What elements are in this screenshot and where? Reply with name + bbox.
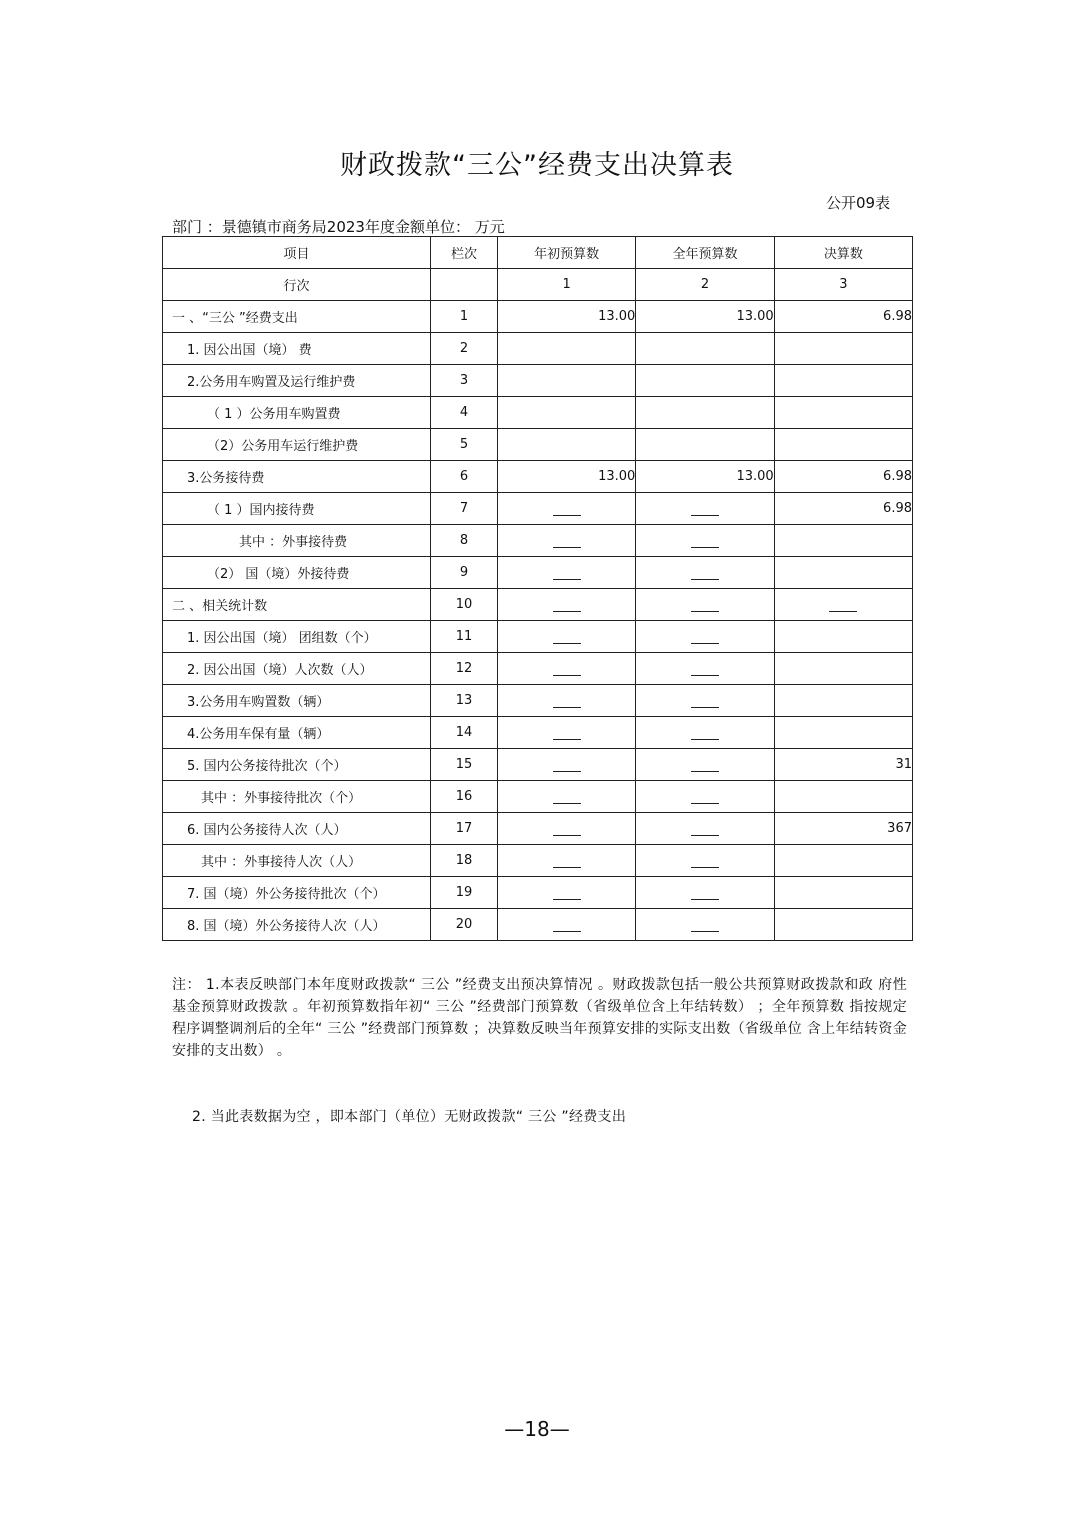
dash-placeholder <box>553 547 581 548</box>
row-value-2 <box>636 429 774 461</box>
row-label: 3.公务用车购置数（辆） <box>163 685 431 717</box>
dash-placeholder <box>691 835 719 836</box>
table-row <box>163 525 913 557</box>
row-value-3 <box>774 589 912 621</box>
table-row <box>163 589 913 621</box>
row-value-2 <box>636 589 774 621</box>
dash-placeholder <box>553 867 581 868</box>
row-value-1 <box>498 621 636 653</box>
row-value-1: 13.00 <box>498 461 636 493</box>
dash-placeholder <box>691 867 719 868</box>
row-value-3 <box>774 621 912 653</box>
table-row <box>163 845 913 877</box>
row-label: 8. 国（境）外公务接待人次（人） <box>163 909 431 941</box>
table-row <box>163 685 913 717</box>
row-value-1 <box>498 685 636 717</box>
row-value-2 <box>636 845 774 877</box>
row-value-2 <box>636 557 774 589</box>
form-number: 公开09表 <box>826 194 891 212</box>
row-value-2 <box>636 653 774 685</box>
row-value-1 <box>498 749 636 781</box>
row-value-1 <box>498 365 636 397</box>
subheader-line <box>431 269 498 301</box>
row-value-2 <box>636 621 774 653</box>
dash-placeholder <box>553 931 581 932</box>
page-title: 财政拨款“三公”经费支出决算表 <box>340 150 734 181</box>
row-value-2 <box>636 685 774 717</box>
row-value-3 <box>774 525 912 557</box>
row-value-1: 13.00 <box>498 301 636 333</box>
row-label: 1. 因公出国（境） 团组数（个） <box>163 621 431 653</box>
row-line: 7 <box>431 493 498 525</box>
dash-placeholder <box>553 643 581 644</box>
row-label: 其中 ：外事接待费 <box>163 525 431 557</box>
table-row <box>163 429 913 461</box>
row-line: 18 <box>431 845 498 877</box>
subheader-item: 行次 <box>163 269 431 301</box>
table-row <box>163 461 913 493</box>
table-row <box>163 717 913 749</box>
row-line: 15 <box>431 749 498 781</box>
row-line: 16 <box>431 781 498 813</box>
row-line: 4 <box>431 397 498 429</box>
row-line: 3 <box>431 365 498 397</box>
row-value-3 <box>774 653 912 685</box>
table-row <box>163 333 913 365</box>
table-row <box>163 781 913 813</box>
page-number: —18— <box>504 1417 570 1441</box>
row-value-3 <box>774 557 912 589</box>
subheader-col3: 3 <box>774 269 912 301</box>
dash-placeholder <box>553 611 581 612</box>
row-line: 14 <box>431 717 498 749</box>
row-line: 11 <box>431 621 498 653</box>
row-value-1 <box>498 525 636 557</box>
row-value-3: 6.98 <box>774 301 912 333</box>
table-row <box>163 813 913 845</box>
row-value-3 <box>774 781 912 813</box>
row-line: 19 <box>431 877 498 909</box>
dash-placeholder <box>553 515 581 516</box>
row-label: 6. 国内公务接待人次（人） <box>163 813 431 845</box>
row-value-2 <box>636 365 774 397</box>
row-line: 5 <box>431 429 498 461</box>
dash-placeholder <box>691 611 719 612</box>
row-label: （2） 国（境）外接待费 <box>163 557 431 589</box>
table-row <box>163 877 913 909</box>
row-line: 10 <box>431 589 498 621</box>
dash-placeholder <box>553 739 581 740</box>
table-row <box>163 653 913 685</box>
row-line: 20 <box>431 909 498 941</box>
dash-placeholder <box>691 579 719 580</box>
dash-placeholder <box>691 515 719 516</box>
row-line: 17 <box>431 813 498 845</box>
row-value-2 <box>636 493 774 525</box>
dash-placeholder <box>553 707 581 708</box>
row-value-2 <box>636 397 774 429</box>
row-label: 2. 因公出国（境）人次数（人） <box>163 653 431 685</box>
row-label: 5. 国内公务接待批次（个） <box>163 749 431 781</box>
row-value-3: 367 <box>774 813 912 845</box>
row-label: 2.公务用车购置及运行维护费 <box>163 365 431 397</box>
row-value-3 <box>774 333 912 365</box>
dash-placeholder <box>691 899 719 900</box>
row-value-3: 31 <box>774 749 912 781</box>
row-value-1 <box>498 589 636 621</box>
row-label: （ 1 ）公务用车购置费 <box>163 397 431 429</box>
row-line: 1 <box>431 301 498 333</box>
dash-placeholder <box>691 643 719 644</box>
row-line: 9 <box>431 557 498 589</box>
dash-placeholder <box>829 611 857 612</box>
row-label: 1. 因公出国（境） 费 <box>163 333 431 365</box>
row-value-1 <box>498 845 636 877</box>
subheader-col1: 1 <box>498 269 636 301</box>
row-value-3 <box>774 429 912 461</box>
row-value-3 <box>774 909 912 941</box>
department-line: 部门 ：景德镇市商务局2023年度金额单位： 万元 <box>172 218 505 236</box>
row-value-1 <box>498 333 636 365</box>
dash-placeholder <box>691 803 719 804</box>
row-label: 一 、“三公 ”经费支出 <box>163 301 431 333</box>
subheader-col2: 2 <box>636 269 774 301</box>
row-label: 4.公务用车保有量（辆） <box>163 717 431 749</box>
table-row <box>163 749 913 781</box>
row-value-2 <box>636 525 774 557</box>
row-value-3 <box>774 365 912 397</box>
header-item: 项目 <box>163 237 431 269</box>
dash-placeholder <box>691 547 719 548</box>
row-value-1 <box>498 877 636 909</box>
row-line: 8 <box>431 525 498 557</box>
row-value-2 <box>636 749 774 781</box>
row-value-3: 6.98 <box>774 461 912 493</box>
row-label: （2）公务用车运行维护费 <box>163 429 431 461</box>
row-line: 12 <box>431 653 498 685</box>
row-value-1 <box>498 909 636 941</box>
table-row <box>163 621 913 653</box>
row-value-1 <box>498 557 636 589</box>
row-value-2 <box>636 877 774 909</box>
header-col2: 全年预算数 <box>636 237 774 269</box>
row-value-2 <box>636 781 774 813</box>
dash-placeholder <box>553 835 581 836</box>
table-header-row <box>163 237 913 269</box>
table-row <box>163 397 913 429</box>
row-label: 其中 ：外事接待批次（个） <box>163 781 431 813</box>
dash-placeholder <box>691 931 719 932</box>
row-value-2 <box>636 909 774 941</box>
table-note: 注： 1.本表反映部门本年度财政拨款“ 三公 ”经费支出预决算情况 。财政拨款包括一般公共预算财政拨款和政 府性基金预算财政拨款 。年初预算数指年初“ 三公 ”经费部门预算数（省级单位含上年结转数） ；全年预算数 指按规定程序调整调剂后的全年“ 三公 ”经费部门预算数 ；决算数反映当年预算安排的实际支出数（省级单位 含上年结转资金安排的支出数） 。 <box>172 977 907 1059</box>
dash-placeholder <box>691 771 719 772</box>
row-label: 其中 ：外事接待人次（人） <box>163 845 431 877</box>
row-label: 3.公务接待费 <box>163 461 431 493</box>
dash-placeholder <box>553 675 581 676</box>
row-value-1 <box>498 813 636 845</box>
row-label: （ 1 ）国内接待费 <box>163 493 431 525</box>
row-label: 7. 国（境）外公务接待批次（个） <box>163 877 431 909</box>
row-line: 6 <box>431 461 498 493</box>
dash-placeholder <box>553 899 581 900</box>
row-value-1 <box>498 397 636 429</box>
dash-placeholder <box>691 739 719 740</box>
row-value-2: 13.00 <box>636 301 774 333</box>
row-value-1 <box>498 781 636 813</box>
row-value-3 <box>774 397 912 429</box>
dash-placeholder <box>691 675 719 676</box>
table-row <box>163 557 913 589</box>
header-line: 栏次 <box>431 237 498 269</box>
row-value-1 <box>498 717 636 749</box>
row-label: 二 、相关统计数 <box>163 589 431 621</box>
dash-placeholder <box>691 707 719 708</box>
row-value-3 <box>774 877 912 909</box>
dash-placeholder <box>553 803 581 804</box>
row-value-1 <box>498 429 636 461</box>
expense-table <box>162 236 913 941</box>
table-row <box>163 301 913 333</box>
row-value-2 <box>636 717 774 749</box>
row-value-2 <box>636 813 774 845</box>
row-value-3: 6.98 <box>774 493 912 525</box>
row-value-2 <box>636 333 774 365</box>
row-line: 13 <box>431 685 498 717</box>
table-row <box>163 909 913 941</box>
row-value-2: 13.00 <box>636 461 774 493</box>
dash-placeholder <box>553 579 581 580</box>
table-row <box>163 365 913 397</box>
row-value-1 <box>498 493 636 525</box>
row-value-3 <box>774 685 912 717</box>
header-col1: 年初预算数 <box>498 237 636 269</box>
table-note-2: 2. 当此表数据为空 ，即本部门（单位）无财政拨款“ 三公 ”经费支出 <box>192 1109 627 1125</box>
row-value-3 <box>774 717 912 749</box>
row-value-3 <box>774 845 912 877</box>
table-subheader-row <box>163 269 913 301</box>
row-value-1 <box>498 653 636 685</box>
header-col3: 决算数 <box>774 237 912 269</box>
row-line: 2 <box>431 333 498 365</box>
table-row <box>163 493 913 525</box>
dash-placeholder <box>553 771 581 772</box>
